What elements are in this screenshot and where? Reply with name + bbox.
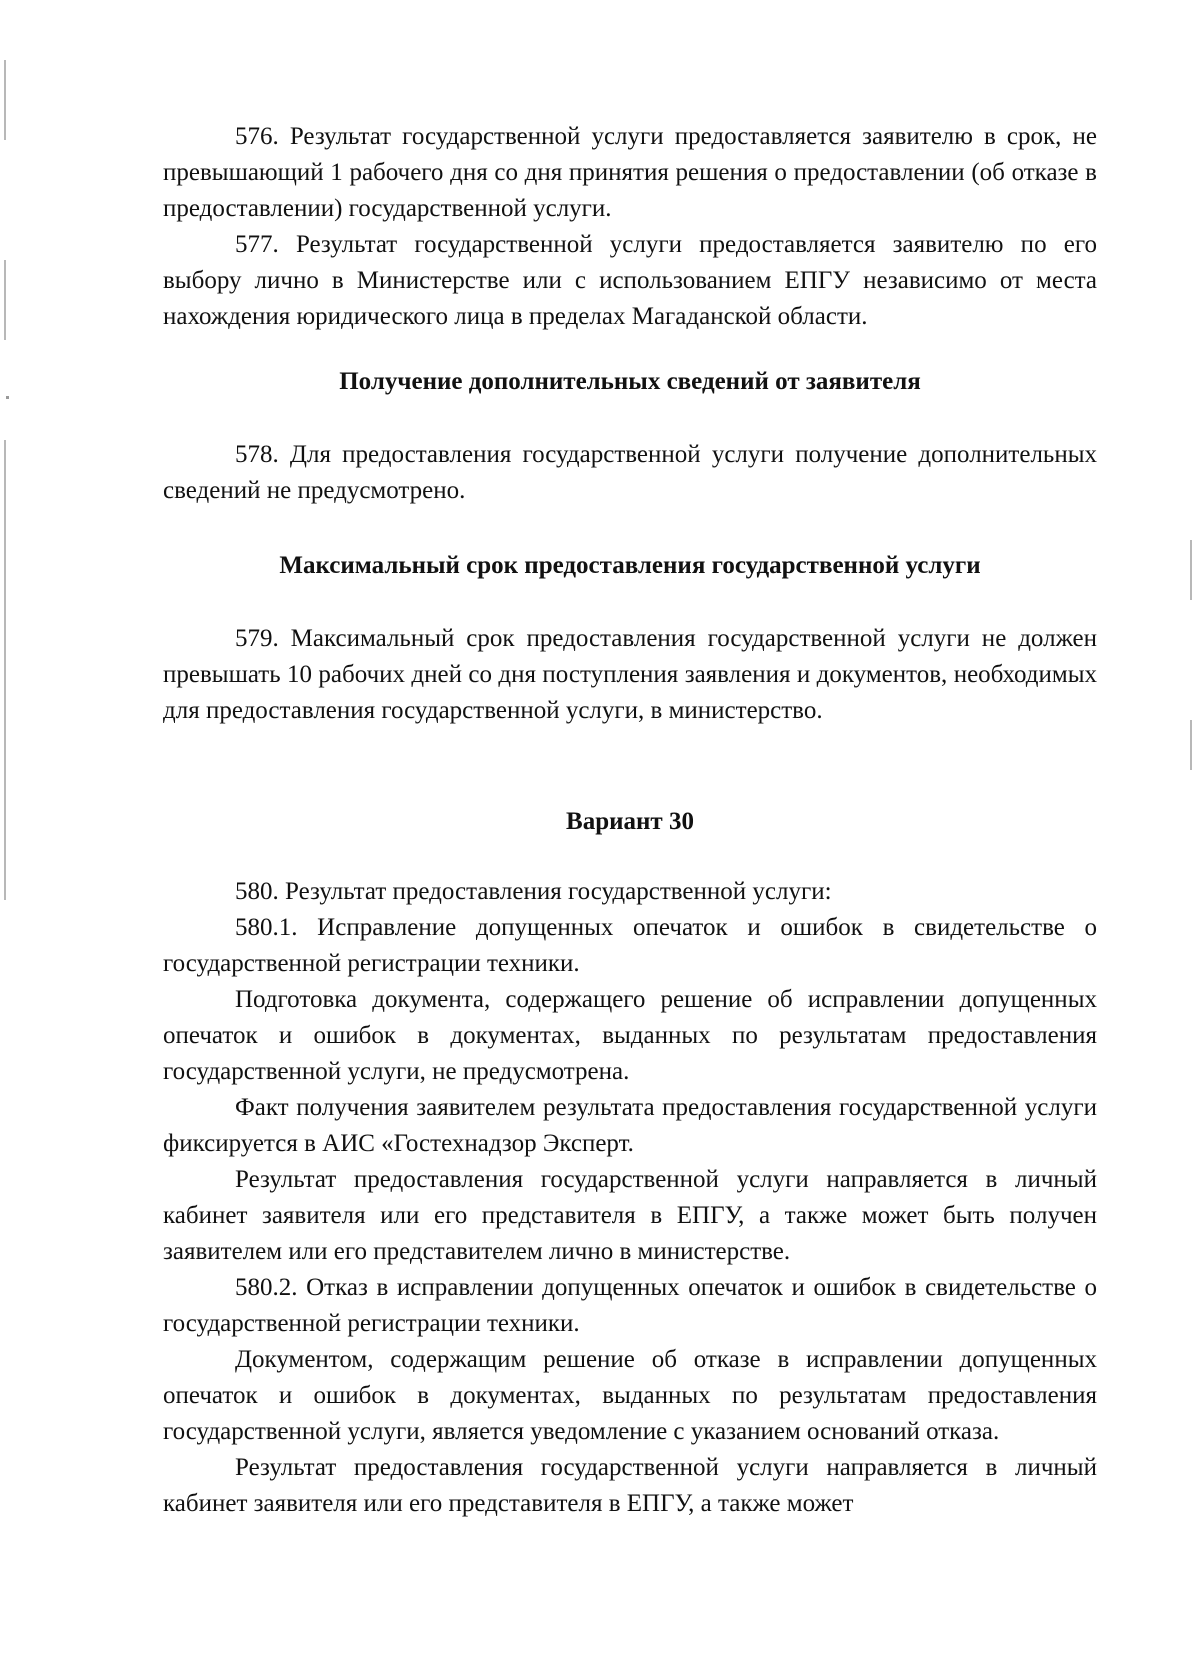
text-block-top: [163, 119, 1097, 335]
paragraph-580-2: 580.2. Отказ в исправлении допущенных опечаток и ошибок в свидетельстве о государственной регистрации техники.: [163, 1274, 1097, 1337]
scan-edge-mark: [1190, 540, 1192, 600]
paragraph-580-1-c: Результат предоставления государственной услуги направляется в личный кабинет заявителя или его представителя в ЕПГУ, а также может быть получен заявителем или его представителем лично в министерстве.: [163, 1166, 1097, 1265]
text-block-578: [163, 437, 1097, 509]
text-block-580: [163, 874, 1097, 1522]
heading-max-term: Максимальный срок предоставления государственной услуги: [279, 552, 981, 579]
paragraph-577: 577. Результат государственной услуги предоставляется заявителю по его выбору лично в Министерстве или с использованием ЕПГУ независимо от места нахождения юридического лица в пределах Магаданской области.: [163, 231, 1097, 330]
heading-variant-30: Вариант 30: [566, 808, 694, 835]
scan-edge-mark: [4, 440, 6, 900]
section-heading-additional: [163, 364, 1097, 400]
section-heading-variant: [163, 804, 1097, 840]
paragraph-578: 578. Для предоставления государственной услуги получение дополнительных сведений не предусмотрено.: [163, 441, 1097, 504]
paragraph-580: 580. Результат предоставления государственной услуги:: [235, 878, 832, 905]
section-heading-max-term: [163, 548, 1097, 584]
scan-dot: [6, 396, 9, 399]
text-block-579: [163, 621, 1097, 729]
paragraph-580-1-a: Подготовка документа, содержащего решение об исправлении допущенных опечаток и ошибок в документах, выданных по результатам предоставления государственной услуги, не предусмотрена.: [163, 986, 1097, 1085]
scan-edge-mark: [1190, 720, 1192, 770]
paragraph-580-1-b: Факт получения заявителем результата предоставления государственной услуги фиксируется в АИС «Гостехнадзор Эксперт.: [163, 1094, 1097, 1157]
paragraph-579: 579. Максимальный срок предоставления государственной услуги не должен превышать 10 рабочих дней со дня поступления заявления и документов, необходимых для предоставления государственной услуги, в министерство.: [163, 625, 1097, 724]
heading-additional-info: Получение дополнительных сведений от заявителя: [339, 368, 921, 395]
scan-edge-mark: [4, 60, 6, 140]
paragraph-580-2-a: Документом, содержащим решение об отказе в исправлении допущенных опечаток и ошибок в документах, выданных по результатам предоставления государственной услуги, является уведомление с указанием оснований отказа.: [163, 1346, 1097, 1445]
paragraph-580-1: 580.1. Исправление допущенных опечаток и ошибок в свидетельстве о государственной регистрации техники.: [163, 914, 1097, 977]
scan-edge-mark: [4, 260, 6, 340]
paragraph-576: 576. Результат государственной услуги предоставляется заявителю в срок, не превышающий 1 рабочего дня со дня принятия решения о предоставлении (об отказе в предоставлении) государственной услуги.: [163, 123, 1097, 222]
paragraph-580-2-b: Результат предоставления государственной услуги направляется в личный кабинет заявителя или его представителя в ЕПГУ, а также может: [163, 1454, 1097, 1517]
